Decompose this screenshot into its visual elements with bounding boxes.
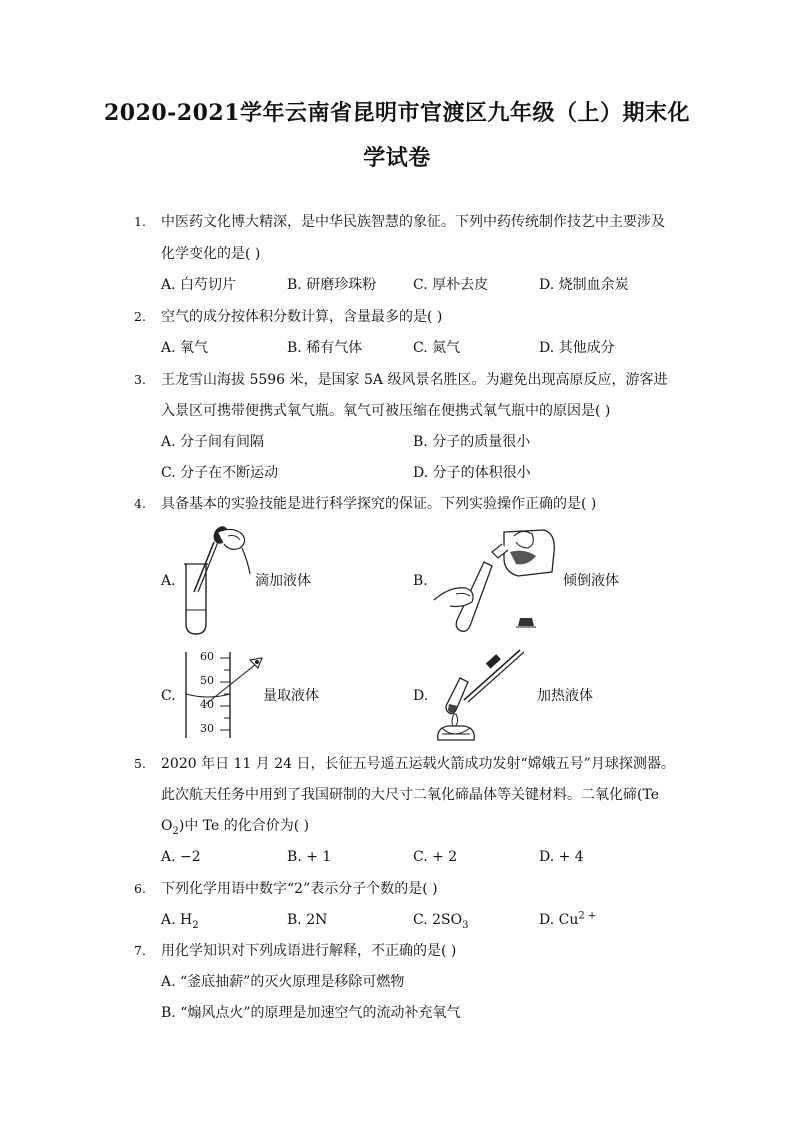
q5-option-a: A. −2 xyxy=(161,849,201,865)
q2-option-a: A. 氧气 xyxy=(161,340,209,356)
q2-option-c: C. 氮气 xyxy=(413,340,461,356)
q5-stem-line-1: 2020 年日 11 月 24 日，长征五号遥五运载火箭成功发射“嫦娥五号”月球探测器。 xyxy=(161,756,675,772)
q4-option-a-caption: 滴加液体 xyxy=(255,573,311,589)
q4-option-b-letter: B. xyxy=(413,573,428,589)
q3-option-a: A. 分子间有间隔 xyxy=(161,434,265,450)
q5-stem-line-2: 此次航天任务中用到了我国研制的大尺寸二氧化碲晶体等关键材料。二氧化碲(Te xyxy=(161,787,659,803)
q4-number: 4. xyxy=(134,496,146,511)
pouring-liquid-figure xyxy=(432,522,562,637)
q5-option-b: B. + 1 xyxy=(287,849,332,865)
q1-stem-line-2: 化学变化的是( ) xyxy=(161,246,261,262)
q6-stem-line-1: 下列化学用语中数字“2”表示分子个数的是( ) xyxy=(161,881,438,897)
q3-option-c: C. 分子在不断运动 xyxy=(161,465,279,481)
dropper-test-tube-figure xyxy=(178,522,253,637)
q2-number: 2. xyxy=(134,309,146,324)
q3-number: 3. xyxy=(134,372,146,387)
q4-option-c-letter: C. xyxy=(161,688,176,704)
q6-option-d: D. $Cu^{2 +}$ xyxy=(539,910,597,928)
q6-number: 6. xyxy=(134,881,146,896)
q5-option-d: D. + 4 xyxy=(539,849,584,865)
q2-option-b: B. 稀有气体 xyxy=(287,340,363,356)
q5-stem-line-3: $O_2$)中 Te 的化合价为( ) xyxy=(161,818,310,837)
graduated-cylinder-figure xyxy=(176,648,266,740)
q6-option-c: C. $2SO_3$ xyxy=(413,912,469,931)
q1-option-c: C. 厚朴去皮 xyxy=(413,277,489,293)
cylinder-tick-50: 50 xyxy=(200,674,214,687)
q6-option-b: B. 2N xyxy=(287,912,328,928)
heating-liquid-figure xyxy=(434,644,534,742)
q7-option-b: B. “煽风点火”的原理是加速空气的流动补充氧气 xyxy=(161,1005,461,1021)
q4-option-c-caption: 量取液体 xyxy=(263,688,319,704)
q6-option-a: A. $H_2$ xyxy=(161,912,199,931)
q3-option-b: B. 分子的质量很小 xyxy=(413,434,531,450)
q7-stem-line-1: 用化学知识对下列成语进行解释，不正确的是( ) xyxy=(161,943,457,959)
q1-number: 1. xyxy=(134,214,146,229)
q5-option-c: C. + 2 xyxy=(413,849,458,865)
q2-option-d: D. 其他成分 xyxy=(539,340,615,356)
q3-option-d: D. 分子的体积很小 xyxy=(413,465,531,481)
q1-option-b: B. 研磨珍珠粉 xyxy=(287,277,377,293)
q3-stem-line-1: 王龙雪山海拔 5596 米，是国家 5A 级风景名胜区。为避免出现高原反应，游客进 xyxy=(161,372,668,388)
q4-option-d-letter: D. xyxy=(413,688,429,704)
q4-stem-line-1: 具备基本的实验技能是进行科学探究的保证。下列实验操作正确的是( ) xyxy=(161,496,597,512)
q5-number: 5. xyxy=(134,756,146,771)
exam-title-line-2: 学试卷 xyxy=(363,145,431,171)
cylinder-tick-30: 30 xyxy=(200,722,214,735)
cylinder-tick-40: 40 xyxy=(200,698,214,711)
cylinder-tick-60: 60 xyxy=(200,650,214,663)
q1-stem-line-1: 中医药文化博大精深，是中华民族智慧的象征。下列中药传统制作技艺中主要涉及 xyxy=(161,214,665,230)
q4-option-d-caption: 加热液体 xyxy=(537,688,593,704)
q1-option-d: D. 烧制血余炭 xyxy=(539,277,629,293)
q7-option-a: A. “釜底抽薪”的灭火原理是移除可燃物 xyxy=(161,974,405,990)
q1-option-a: A. 白芍切片 xyxy=(161,277,237,293)
q7-number: 7. xyxy=(134,943,146,958)
exam-title-line-1: 2020-2021学年云南省昆明市官渡区九年级（上）期末化 xyxy=(103,100,691,126)
q2-stem-line-1: 空气的成分按体积分数计算，含量最多的是( ) xyxy=(161,309,443,325)
q4-option-a-letter: A. xyxy=(161,573,176,589)
q4-option-b-caption: 倾倒液体 xyxy=(563,573,619,589)
q3-stem-line-2: 入景区可携带便携式氧气瓶。氧气可被压缩在便携式氧气瓶中的原因是( ) xyxy=(161,403,611,419)
